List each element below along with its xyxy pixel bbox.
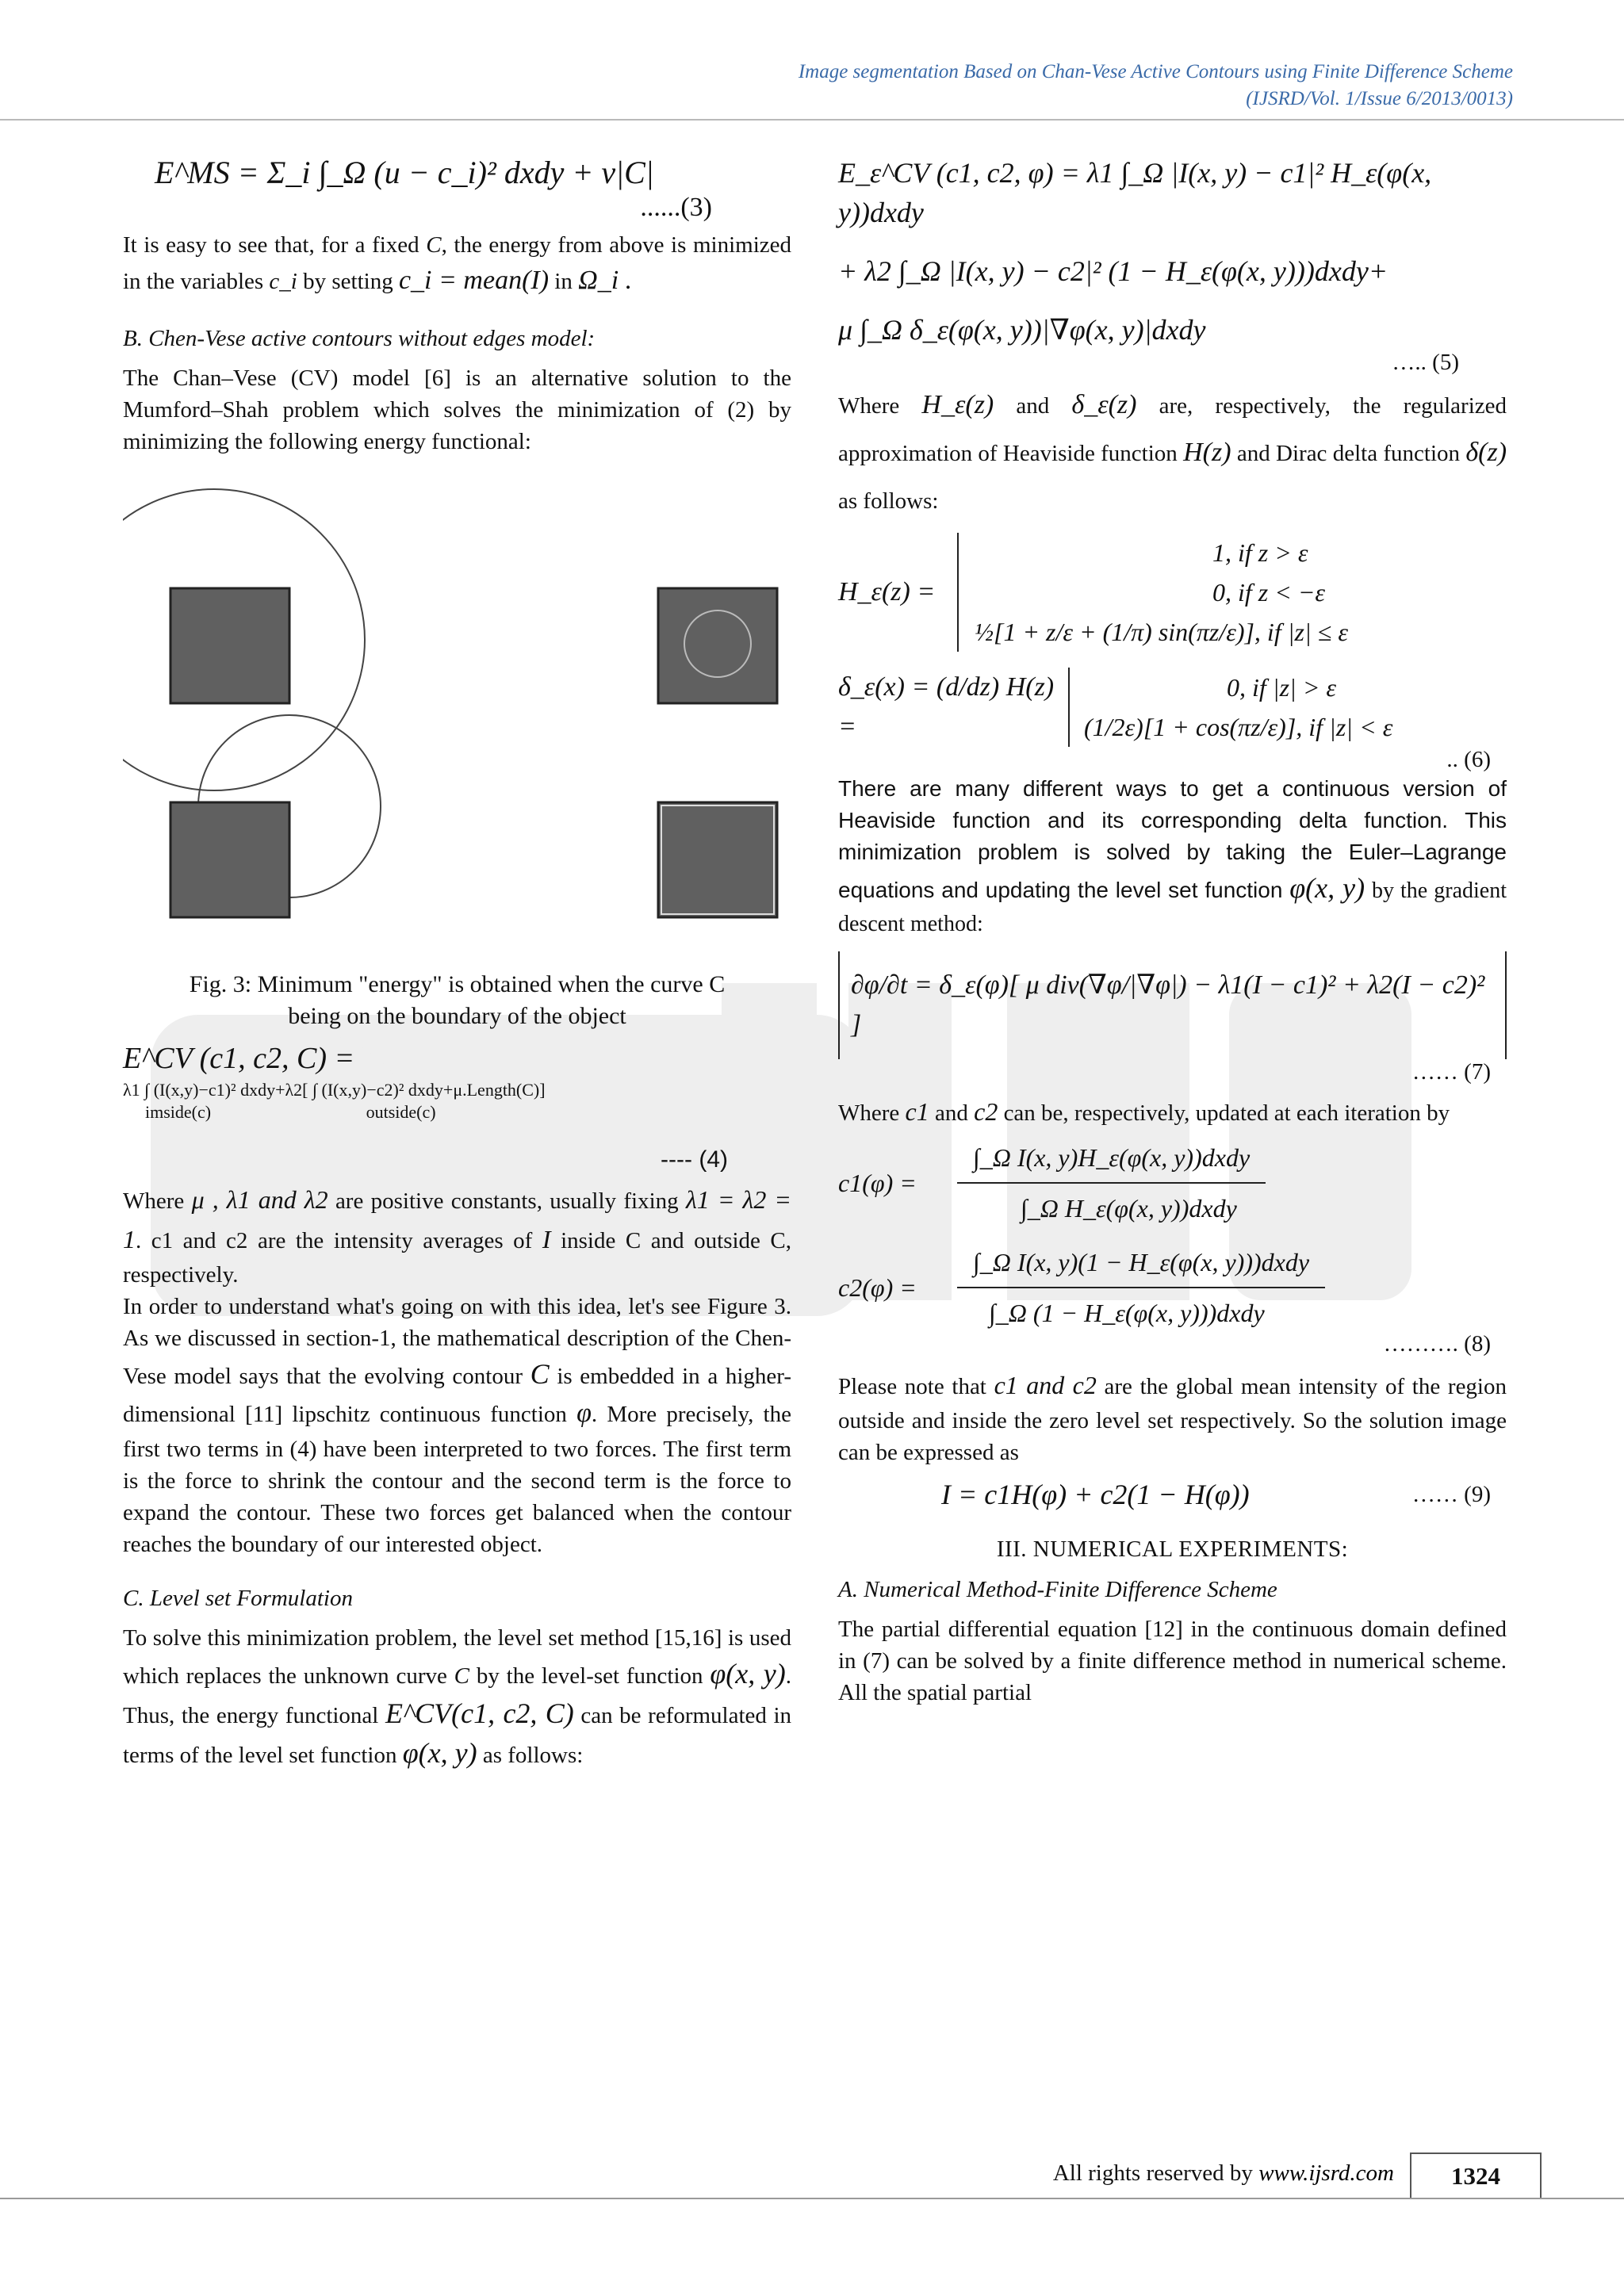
delta-cases: 0, if |z| > ε (1/2ε)[1 + cos(πz/ε)], if |z| < ε [1068,668,1392,747]
c2-fraction: ∫_Ω I(x, y)(1 − H_ε(φ(x, y)))dxdy ∫_Ω (1 − H_ε(φ(x, y)))dxdy [957,1242,1325,1333]
eq5-number: ….. (5) [1392,350,1459,375]
paragraph-chan-vese: The Chan–Vese (CV) model [6] is an alternative solution to the Mumford–Shah problem which solves the minimization of (2) by minimizing the following energy functional: [123,365,791,454]
paragraph-figure-explanation: In order to understand what's going on with this idea, let's see Figure 3. As we discussed in section-1, the mathematical description of the Chen-Vese model says that the evolving contour C is embedded in a higher-dimensional [11] lipschitz continuous function φ. More precisely, the first two terms in (4) have been interpreted to two forces. The first term is the force to shrink the contour and the second term is the force to expand the contour. These two forces get balanced when the contour reaches the boundary of our interested object. [123,1294,791,1557]
eq4-subscripts: imside(c) outside(c) [145,1102,436,1122]
c1-fraction: ∫_Ω I(x, y)H_ε(φ(x, y))dxdy ∫_Ω H_ε(φ(x, y))dxdy [957,1138,1266,1228]
equation-9: I = c1H(φ) + c2(1 − H(φ)) …… (9) [838,1475,1507,1514]
paragraph-finite-difference: The partial differential equation [12] in the continuous domain defined in (7) can be solved by a finite difference method in numerical scheme. All the spatial partial [838,1617,1507,1705]
eq6-number: .. (6) [1446,747,1491,772]
eq3-number: ......(3) [640,193,712,222]
section-b-heading: B. Chen-Vese active contours without edges model: [123,326,596,351]
equation-8-c2: c2(φ) = ∫_Ω I(x, y)(1 − H_ε(φ(x, y)))dxdy ∫_Ω (1 − H_ε(φ(x, y)))dxdy [838,1242,1507,1333]
eq7-number: …… (7) [1411,1059,1491,1085]
equation-3 [123,153,791,223]
eq8-number: ………. (8) [1383,1331,1491,1357]
header-title: Image segmentation Based on Chan-Vese Active Contours using Finite Difference Scheme [798,61,1513,82]
fig-square-bottom-right [658,802,777,917]
header-rule [0,119,1624,121]
equation-5 [838,153,1507,376]
section-3-heading: III. NUMERICAL EXPERIMENTS: [996,1536,1349,1562]
fig-square-bottom-left [170,802,289,917]
equation-4 [123,1039,791,1173]
figure-3 [123,481,791,957]
heaviside-cases: 1, if z > ε 0, if z < −ε ½[1 + z/ε + (1/π) sin(πz/ε)], if |z| ≤ ε [957,533,1348,652]
eq5-line2: + λ2 ∫_Ω |I(x, y) − c2|² (1 − H_ε(φ(x, y)))dxdy+ [838,255,1388,287]
header-journal: (IJSRD/Vol. 1/Issue 6/2013/0013) [1246,88,1513,109]
eq5-line3: μ ∫_Ω δ_ε(φ(x, y))|∇φ(x, y)|dxdy [838,314,1206,346]
eq4-line1: E^CV (c1, c2, C) = [123,1042,355,1075]
paragraph-heaviside: Where H_ε(z) and δ_ε(z) are, respectively, the regularized approximation of Heaviside function H(z) and Dirac delta function δ(z) as follows: [838,390,1507,514]
fig-square-top-right [658,588,777,703]
paragraph-gradient-descent: There are many different ways to get a continuous version of Heaviside function and its corresponding delta function. This minimization problem is solved by taking the Euler–Lagrange equations and updating the level set function φ(x, y) by the gradient descent method: [838,776,1507,936]
footer-rule [0,2198,1624,2199]
eq3-formula: E^MS = Σ_i ∫_Ω (u − c_i)² dxdy + ν|C| [155,155,654,190]
running-header [799,59,1513,113]
section-a-heading: A. Numerical Method-Finite Difference Scheme [838,1577,1277,1602]
equation-8-c1: c1(φ) = ∫_Ω I(x, y)H_ε(φ(x, y))dxdy ∫_Ω H_ε(φ(x, y))dxdy [838,1138,1507,1228]
figure-3-caption: Fig. 3: Minimum "energy" is obtained when the curve C being on the boundary of the object [189,971,726,1029]
eq5-line1: E_ε^CV (c1, c2, φ) = λ1 ∫_Ω |I(x, y) − c1|² H_ε(φ(x, y))dxdy [838,157,1432,228]
eq9-number: …… (9) [1411,1481,1491,1507]
paragraph-fixed-c: It is easy to see that, for a fixed C, the energy from above is minimized in the variables c_i by setting c_i = mean(I) in Ω_i . [123,232,791,295]
paragraph-c1-c2: Where c1 and c2 can be, respectively, updated at each iteration by [838,1097,1450,1126]
page-number: 1324 [1410,2152,1542,2198]
left-column [123,147,791,1773]
equation-6-heaviside: H_ε(z) = 1, if z > ε 0, if z < −ε ½[1 + z/ε + (1/π) sin(πz/ε)], if |z| ≤ ε [838,533,1507,652]
equation-7: ∂φ/∂t = δ_ε(φ)[ μ div(∇φ/|∇φ|) − λ1(I − c1)² + λ2(I − c2)² ] …… (7) [838,951,1507,1085]
eq4-line2: λ1 ∫ (I(x,y)−c1)² dxdy+λ2[ ∫ (I(x,y)−c2)² dxdy+μ.Length(C)] [123,1080,546,1100]
footer-rights: All rights reserved by www.ijsrd.com [1052,2160,1394,2186]
section-c-heading: C. Level set Formulation [123,1586,353,1611]
paragraph-level-set: To solve this minimization problem, the level set method [15,16] is used which replaces the unknown curve C by the level-set function φ(x, y). Thus, the energy functional E^CV(c1, c2, C) can be reformulated in terms of the level set function φ(x, y) as follows: [123,1625,792,1769]
equation-6-delta: δ_ε(x) = (d/dz) H(z) = 0, if |z| > ε (1/2ε)[1 + cos(πz/ε)], if |z| < ε [838,668,1507,747]
right-column [838,147,1507,1709]
eq4-number: ---- (4) [661,1146,728,1173]
paragraph-constants: Where μ , λ1 and λ2 are positive constants, usually fixing λ1 = λ2 = 1. c1 and c2 are the intensity averages of I inside C and outside C, respectively. [123,1185,792,1288]
paragraph-global-mean: Please note that c1 and c2 are the global mean intensity of the region outside and inside the zero level set respectively. So the solution image can be expressed as [838,1371,1507,1465]
fig-square-top-left [170,588,289,703]
footer-site-link[interactable]: www.ijsrd.com [1258,2160,1394,2186]
